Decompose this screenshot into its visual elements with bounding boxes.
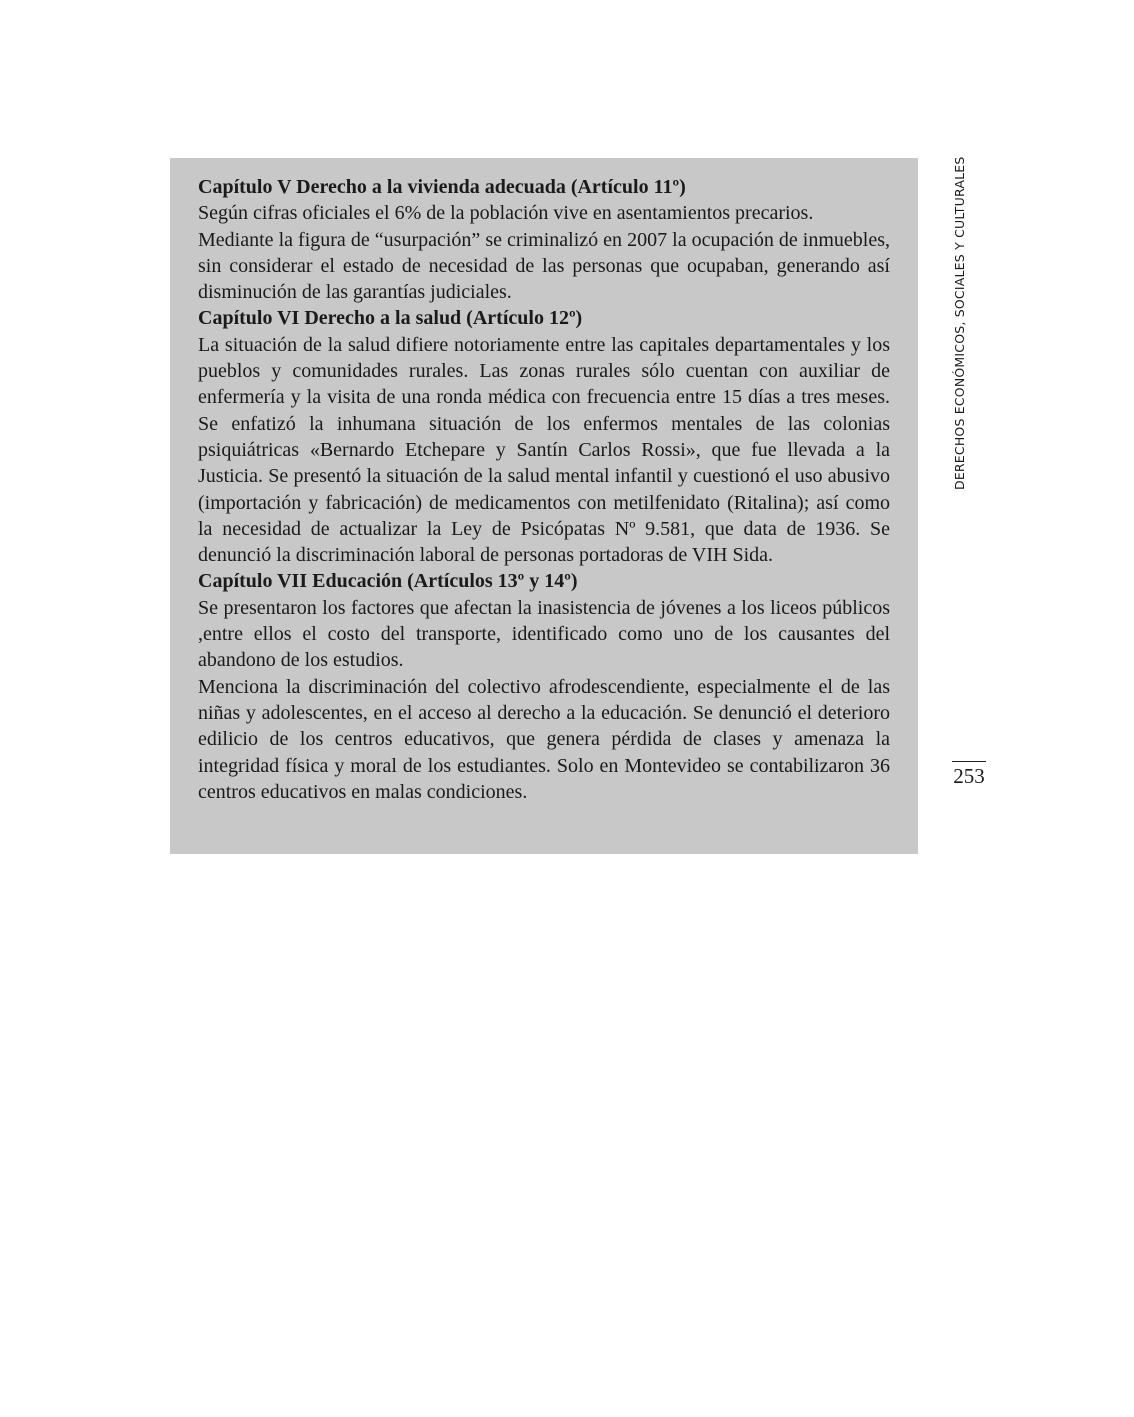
summary-box [170,158,918,854]
page-number: 253 [953,764,985,788]
paragraph-educacion-1: Se presentaron los factores que afectan la inasistencia de jóvenes a los liceos públicos ,entre ellos el costo del transporte, identificado como uno de los causantes del abandono de los estudios. [198,596,890,672]
paragraph-salud-1: La situación de la salud difiere notoriamente entre las capitales departamentales y los pueblos y comunidades rurales. Las zonas rurales sólo cuentan con auxiliar de enfermería y la visita de una ronda médica con frecuencia entre 15 días a tres meses. Se enfatizó la inhumana situación de los enfermos mentales de las colonias psiquiátricas «Bernardo Etchepare y Santín Carlos Rossi», que fue llevada a la Justicia. Se presentó la situación de la salud mental infantil y cuestionó el uso abusivo (importación y fabricación) de medicamentos con metilfenidato (Ritalina); así como la necesidad de actualizar la Ley de Psicópatas Nº 9.581, que data de 1936. Se denunció la discriminación laboral de personas portadoras de VIH Sida. [198,333,890,567]
paragraph-educacion-2: Menciona la discriminación del colectivo afrodescendiente, especialmente el de las niñas y adolescentes, en el acceso al derecho a la educación. Se denunció el deterioro edilicio de los centros educativos, que genera pérdida de clases y amenaza la integridad física y moral de los estudiantes. Solo en Montevideo se contabilizaron 36 centros educativos en malas condiciones. [198,675,890,803]
section-heading-educacion: Capítulo VII Educación (Artículos 13º y 14º) [198,570,578,593]
section-heading-salud: Capítulo VI Derecho a la salud (Artículo 12º) [198,307,583,330]
paragraph-vivienda-2: Mediante la figura de “usurpación” se criminalizó en 2007 la ocupación de inmuebles, sin considerar el estado de necesidad de las personas que ocupaban, generando así disminución de las garantías judiciales. [198,228,890,304]
section-heading-vivienda: Capítulo V Derecho a la vivienda adecuada (Artículo 11º) [198,176,686,198]
running-side-title: DERECHOS ECONÓMICOS, SOCIALES Y CULTURALES [952,156,967,490]
paragraph-vivienda-1: Según cifras oficiales el 6% de la población vive en asentamientos precarios. [198,202,814,225]
page-number-rule [952,761,986,762]
